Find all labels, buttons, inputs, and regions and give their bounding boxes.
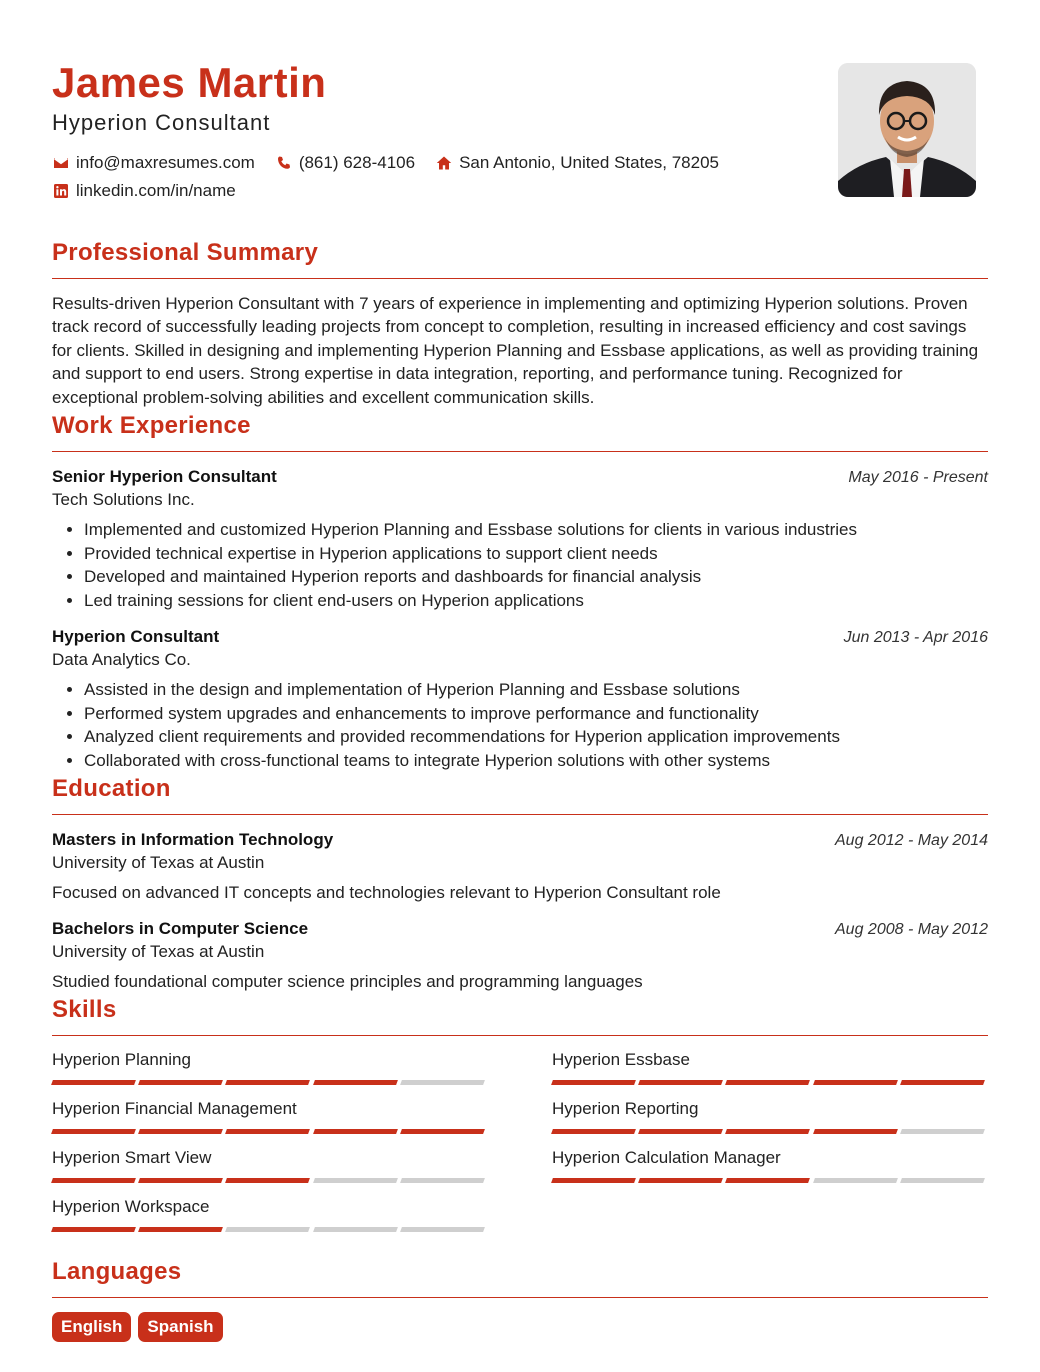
profile-photo bbox=[838, 63, 976, 197]
section-heading: Skills bbox=[52, 996, 117, 1024]
list-item: • Performed system upgrades and enhancements to improve performance and functionality bbox=[84, 702, 988, 726]
education-dates: Aug 2008 - May 2012 bbox=[835, 921, 988, 939]
education-entry bbox=[52, 829, 988, 904]
section-divider bbox=[52, 1035, 988, 1036]
list-item: • Provided technical expertise in Hyperion applications to support client needs bbox=[84, 542, 988, 566]
job-bullets bbox=[52, 678, 988, 772]
skill-segment-filled bbox=[138, 1178, 223, 1183]
section-heading: Education bbox=[52, 775, 171, 803]
job-role: Senior Hyperion Consultant bbox=[52, 467, 277, 487]
skill-segment-filled bbox=[813, 1080, 898, 1085]
email-text: info@maxresumes.com bbox=[76, 153, 255, 172]
skill-segment-filled bbox=[638, 1178, 723, 1183]
education-description: Studied foundational computer science principles and programming languages bbox=[52, 972, 643, 992]
skill-segment-filled bbox=[225, 1178, 310, 1183]
skill-name: Hyperion Essbase bbox=[552, 1050, 690, 1070]
envelope-icon bbox=[52, 154, 70, 172]
skill-name: Hyperion Calculation Manager bbox=[552, 1148, 781, 1168]
skill-level-bar bbox=[552, 1129, 988, 1134]
skill-segment-filled bbox=[138, 1129, 223, 1134]
skill-level-bar bbox=[52, 1129, 488, 1134]
skill-segment-empty bbox=[900, 1178, 985, 1183]
job-dates: Jun 2013 - Apr 2016 bbox=[843, 629, 988, 647]
skill-segment-empty bbox=[400, 1080, 485, 1085]
skill-level-bar bbox=[52, 1178, 488, 1183]
skill-segment-empty bbox=[400, 1178, 485, 1183]
list-item: • Collaborated with cross-functional teams to integrate Hyperion solutions with other systems bbox=[84, 749, 988, 773]
skill-segment-filled bbox=[51, 1129, 136, 1134]
skill-segment-empty bbox=[400, 1227, 485, 1232]
skill-segment-filled bbox=[725, 1080, 810, 1085]
linkedin-icon bbox=[52, 182, 70, 200]
skill-segment-filled bbox=[51, 1227, 136, 1232]
job-entry bbox=[52, 466, 988, 612]
skill-segment-filled bbox=[813, 1129, 898, 1134]
skill-item bbox=[52, 1098, 488, 1147]
contact-phone[interactable] bbox=[275, 153, 415, 173]
degree-name: Bachelors in Computer Science bbox=[52, 919, 309, 939]
job-entry bbox=[52, 626, 988, 772]
contact-email[interactable] bbox=[52, 153, 255, 173]
skill-segment-filled bbox=[138, 1080, 223, 1085]
list-item: • Led training sessions for client end-users on Hyperion applications bbox=[84, 589, 988, 613]
skill-segment-empty bbox=[900, 1129, 985, 1134]
contact-location bbox=[435, 153, 719, 173]
list-item: • Developed and maintained Hyperion reports and dashboards for financial analysis bbox=[84, 565, 988, 589]
skill-segment-filled bbox=[313, 1129, 398, 1134]
experience-section bbox=[52, 411, 988, 772]
list-item: • Implemented and customized Hyperion Planning and Essbase solutions for clients in various industries bbox=[84, 518, 988, 542]
skill-segment-filled bbox=[638, 1129, 723, 1134]
location-text: San Antonio, United States, 78205 bbox=[459, 153, 719, 172]
skill-level-bar bbox=[52, 1080, 488, 1085]
skill-segment-filled bbox=[551, 1178, 636, 1183]
skill-item bbox=[52, 1049, 488, 1098]
skill-name: Hyperion Workspace bbox=[52, 1197, 210, 1217]
skill-segment-filled bbox=[51, 1080, 136, 1085]
avatar-portrait bbox=[838, 63, 976, 197]
skill-level-bar bbox=[552, 1080, 988, 1085]
language-badge: Spanish bbox=[138, 1312, 222, 1342]
skill-segment-filled bbox=[551, 1129, 636, 1134]
home-icon bbox=[435, 154, 453, 172]
skill-level-bar bbox=[552, 1178, 988, 1183]
language-list bbox=[52, 1312, 988, 1342]
job-company: Data Analytics Co. bbox=[52, 650, 191, 670]
skill-segment-filled bbox=[900, 1080, 985, 1085]
job-company: Tech Solutions Inc. bbox=[52, 490, 195, 510]
job-dates: May 2016 - Present bbox=[848, 469, 988, 487]
skill-segment-filled bbox=[225, 1080, 310, 1085]
phone-text: (861) 628-4106 bbox=[298, 153, 416, 172]
skill-item bbox=[552, 1147, 988, 1196]
languages-section bbox=[52, 1257, 988, 1342]
skill-segment-filled bbox=[638, 1080, 723, 1085]
linkedin-text: linkedin.com/in/name bbox=[76, 181, 236, 200]
resume-page bbox=[52, 58, 988, 1342]
skill-segment-filled bbox=[725, 1178, 810, 1183]
job-role: Hyperion Consultant bbox=[52, 627, 220, 647]
education-dates: Aug 2012 - May 2014 bbox=[835, 832, 988, 850]
section-divider bbox=[52, 451, 988, 452]
skill-name: Hyperion Smart View bbox=[52, 1148, 212, 1168]
skill-segment-empty bbox=[313, 1178, 398, 1183]
skill-item bbox=[552, 1049, 988, 1098]
skill-name: Hyperion Reporting bbox=[552, 1099, 699, 1119]
section-heading: Work Experience bbox=[52, 412, 251, 440]
skill-segment-filled bbox=[138, 1227, 223, 1232]
skill-segment-filled bbox=[400, 1129, 485, 1134]
skill-name: Hyperion Financial Management bbox=[52, 1099, 297, 1119]
skill-item bbox=[552, 1098, 988, 1147]
section-divider bbox=[52, 1297, 988, 1298]
section-divider bbox=[52, 814, 988, 815]
education-description: Focused on advanced IT concepts and technologies relevant to Hyperion Consultant role bbox=[52, 883, 721, 903]
skill-segment-filled bbox=[225, 1129, 310, 1134]
education-entry bbox=[52, 918, 988, 993]
skill-segment-filled bbox=[51, 1178, 136, 1183]
skill-segment-empty bbox=[813, 1178, 898, 1183]
list-item: • Analyzed client requirements and provided recommendations for Hyperion application improvements bbox=[84, 725, 988, 749]
skill-item bbox=[52, 1147, 488, 1196]
phone-icon bbox=[275, 154, 293, 172]
school-name: University of Texas at Austin bbox=[52, 853, 265, 873]
skill-segment-filled bbox=[313, 1080, 398, 1085]
skill-level-bar bbox=[52, 1227, 488, 1232]
skill-name: Hyperion Planning bbox=[52, 1050, 191, 1070]
resume-header bbox=[52, 58, 988, 208]
section-heading: Professional Summary bbox=[52, 239, 319, 266]
skill-segment-empty bbox=[313, 1227, 398, 1232]
skill-segment-filled bbox=[725, 1129, 810, 1134]
skill-segment-filled bbox=[551, 1080, 636, 1085]
list-item: • Assisted in the design and implementation of Hyperion Planning and Essbase solutions bbox=[84, 678, 988, 702]
section-divider bbox=[52, 278, 988, 279]
section-heading: Languages bbox=[52, 1258, 182, 1286]
job-bullets bbox=[52, 518, 988, 612]
contact-linkedin[interactable] bbox=[52, 181, 236, 201]
skill-item bbox=[52, 1196, 488, 1245]
language-badge: English bbox=[52, 1312, 131, 1342]
school-name: University of Texas at Austin bbox=[52, 942, 265, 962]
skill-segment-empty bbox=[225, 1227, 310, 1232]
candidate-title: Hyperion Consultant bbox=[52, 110, 271, 135]
degree-name: Masters in Information Technology bbox=[52, 830, 334, 850]
summary-text: Results-driven Hyperion Consultant with 7 years of experience in implementing and optimizing Hyperion solutions. Proven track record of successfully leading projects from concept to completion, resulting in increased efficiency and cost savings for clients. Skilled in designing and implementing Hyperion Planning and Essbase applications, as well as providing training and support to end users. Strong expertise in data integration, reporting, and performance tuning. Recognized for exceptional problem-solving abilities and excellent communication skills. bbox=[52, 294, 979, 407]
summary-section bbox=[52, 238, 988, 409]
skills-section bbox=[52, 995, 988, 1245]
skills-grid bbox=[52, 1049, 988, 1245]
candidate-name: James Martin bbox=[52, 59, 327, 106]
education-section bbox=[52, 774, 988, 993]
